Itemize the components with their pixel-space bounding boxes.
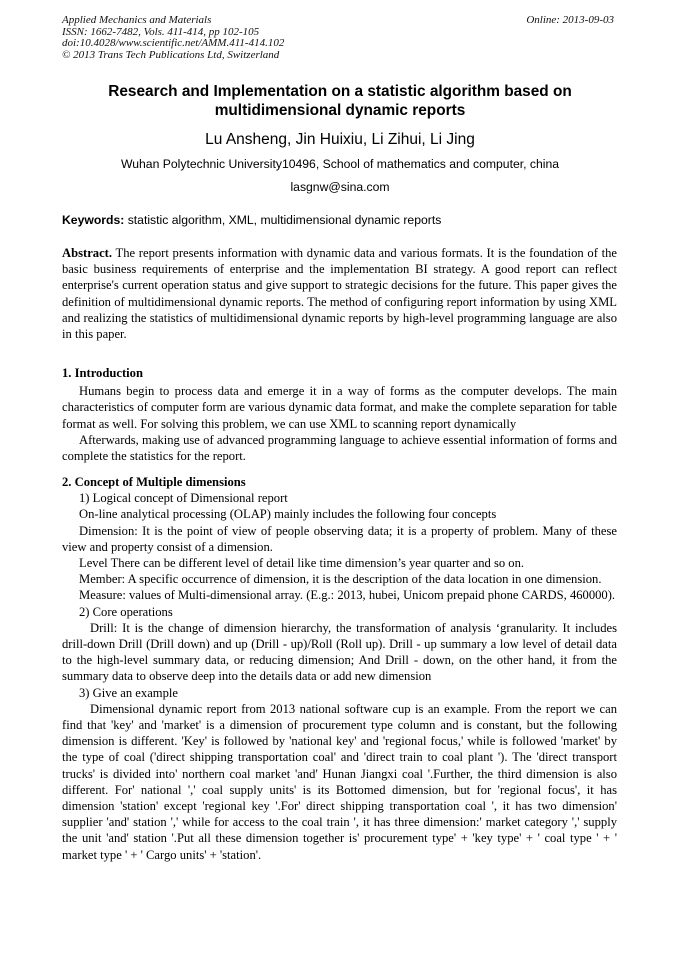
- paragraph: Humans begin to process data and emerge it in a way of forms as the computer develops. The main characteristics of computer form are various dynamic data format, and make the complete separation for table format as well. For solving this problem, we can use XML to scanning report dynamically: [62, 384, 617, 431]
- paragraph: Measure: values of Multi-dimensional array. (E.g.: 2013, hubei, Unicom prepaid phone CARDS, 460000).: [79, 588, 616, 603]
- section-heading: 2. Concept of Multiple dimensions: [62, 475, 246, 489]
- paragraph: Member: A specific occurrence of dimension, it is the description of the data location in one dimension.: [79, 572, 602, 587]
- paragraph: Drill: It is the change of dimension hierarchy, the transformation of analysis ‘granularity. It includes drill-down Drill (Drill down) and up (Drill - up)/Roll (Roll up). Drill - up summary a low level of detail data to the high-level summary data, or reducing dimension; And Drill - down, on the other hand, it from the summary data to observe deep into the details data or add new dimension: [62, 620, 617, 684]
- paragraph: Dimension: It is the point of view of people observing data; it is a property of problem. Many of these view and property consist of a dimension.: [62, 523, 617, 554]
- journal-name: Applied Mechanics and Materials: [62, 14, 212, 26]
- affiliation: Wuhan Polytechnic University10496, School of mathematics and computer, china: [120, 157, 560, 171]
- subheading: 1) Logical concept of Dimensional report: [79, 491, 288, 506]
- issn-line: ISSN: 1662-7482, Vols. 411-414, pp 102-105: [62, 25, 260, 38]
- authors: Lu Ansheng, Jin Huixiu, Li Zihui, Li Jing: [205, 131, 475, 148]
- copyright-line: © 2013 Trans Tech Publications Ltd, Switzerland: [62, 48, 280, 61]
- author-email: lasgnw@sina.com: [290, 180, 390, 194]
- keywords-label: Keywords:: [62, 213, 125, 227]
- journal-header: [62, 15, 284, 61]
- keywords: [62, 213, 618, 228]
- paragraph: Level There can be different level of detail like time dimension’s year quarter and so on.: [79, 556, 525, 571]
- online-date: Online: 2013-09-03: [526, 14, 614, 26]
- section-introduction: [62, 365, 617, 464]
- paper-title: Research and Implementation on a statistic algorithm based on multidimensional dynamic reports: [108, 83, 572, 119]
- abstract-label: Abstract.: [62, 246, 113, 260]
- paragraph: On-line analytical processing (OLAP) mainly includes the following four concepts: [79, 507, 497, 522]
- paragraph: Afterwards, making use of advanced programming language to achieve essential information of forms and complete the statistics for the report.: [62, 432, 617, 464]
- subheading: 3) Give an example: [79, 685, 178, 700]
- section-heading: 1. Introduction: [62, 366, 143, 380]
- paragraph: Dimensional dynamic report from 2013 national software cup is an example. From the report we can find that 'key' and 'market' is a dimension of procurement type column and is constant, but the following dimension is different. 'Key' is followed by 'national key' and 'regional focus,' while is followed 'market' by the type of coal ('direct shipping transportation coal' and 'direct train to coal plant '). The 'direct transport trucks' is divided into' northern coal market 'and' Hunan Jiangxi coal '.Further, the third dimension is also different. For' national ',' coal supply units' is its Bottomed dimension, but for 'regional focus', it has dimension 'station' except 'regional key '.For' direct shipping transportation coal ', it has two dimension' supplier 'and' station ',' while for access to the coal train ', it has three dimension:' market category ',' supply the unit 'and' station '.Put all these dimension together is' procurement type' + 'key type' + ' coal type ' + ' market type ' + ' Cargo units' + 'station'.: [62, 701, 617, 862]
- abstract-text: The report presents information with dynamic data and various formats. It is the foundation of the basic business requirements of enterprise and the implementation BI strategy. A good report can reflect enterprise's current operation status and give support to strategic decisions for the future. This paper gives the definition of multidimensional dynamic reports. The method of configuring report information by using XML and realizing the statistics of multidimensional dynamic reports by high-level programming language are also in this paper.: [62, 246, 617, 342]
- doi-line: doi:10.4028/www.scientific.net/AMM.411-414.102: [62, 37, 285, 49]
- section-concept: [62, 474, 617, 863]
- subheading: 2) Core operations: [79, 604, 173, 619]
- keywords-text: statistic algorithm, XML, multidimensional dynamic reports: [124, 213, 442, 227]
- abstract: [62, 245, 617, 342]
